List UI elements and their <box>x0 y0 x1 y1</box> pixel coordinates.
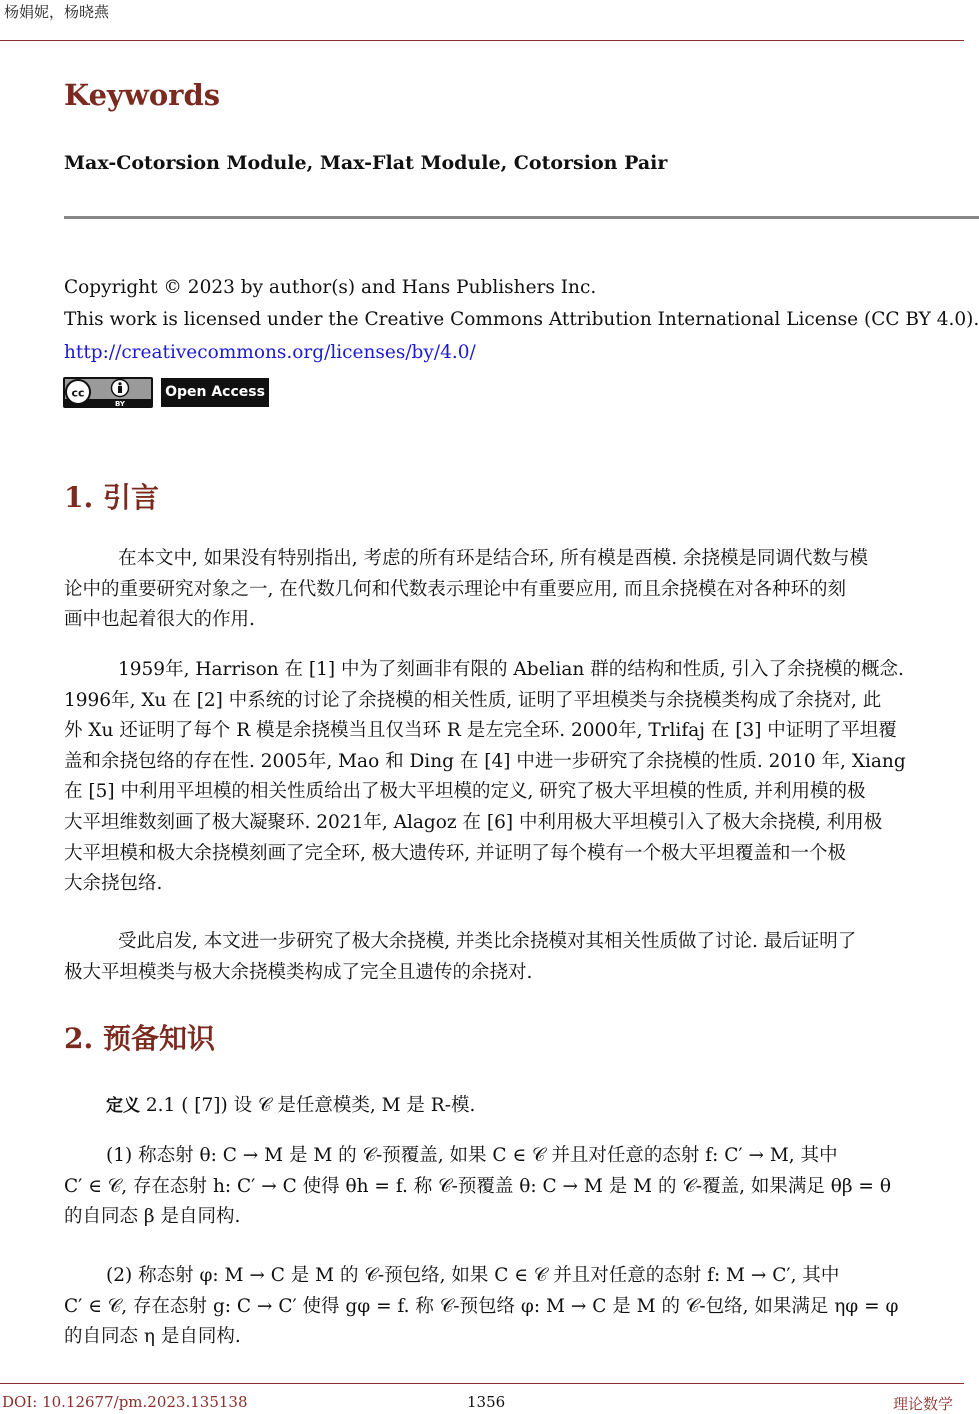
definition-label: 定义 <box>106 1096 140 1116</box>
section-divider <box>64 216 979 219</box>
text-line: 受此启发, 本文进一步研究了极大余挠模, 并类比余挠模对其相关性质做了讨论. 最后证明了 <box>118 931 857 952</box>
text-line: C′ ∈ 𝒞, 存在态射 g: C → C′ 使得 gφ = f. 称 𝒞-预包络 φ: M → C 是 M 的 𝒞-包络, 如果满足 ηφ = φ <box>64 1295 899 1317</box>
text-line: (2) 称态射 φ: M → C 是 M 的 𝒞-预包络, 如果 C ∈ 𝒞 并且对任意的态射 f: M → C′, 其中 <box>106 1265 840 1286</box>
intro-paragraph-2 <box>64 655 965 900</box>
text-line: 外 Xu 还证明了每个 R 模是余挠模当且仅当环 R 是左完全环. 2000年, Trlifaj 在 [3] 中证明了平坦覆 <box>64 720 897 742</box>
cc-by-badge[interactable] <box>63 377 153 408</box>
intro-paragraph-3 <box>64 927 965 988</box>
intro-paragraph-1 <box>64 544 965 636</box>
text-line: 1959年, Harrison 在 [1] 中为了刻画非有限的 Abelian 群的结构和性质, 引入了余挠模的概念. <box>118 659 904 680</box>
keywords-text: Max-Cotorsion Module, Max-Flat Module, Cotorsion Pair <box>64 152 668 174</box>
section-2-heading: 2. 预备知识 <box>64 1022 215 1055</box>
license-line: This work is licensed under the Creative Commons Attribution International License (CC BY 4.0). <box>64 309 979 330</box>
cc-by-icon <box>63 377 153 408</box>
text-line: 论中的重要研究对象之一, 在代数几何和代数表示理论中有重要应用, 而且余挠模在对各种环的刻 <box>64 578 847 600</box>
header-authors: 杨娟妮，杨晓燕 <box>4 3 110 21</box>
text-line: 的自同态 β 是自同构. <box>64 1206 241 1228</box>
footer-doi[interactable]: DOI: 10.12677/pm.2023.135138 <box>2 1393 248 1411</box>
footer-journal: 理论数学 <box>893 1395 954 1413</box>
text-line: 大余挠包络. <box>64 873 163 895</box>
text-line: 极大平坦模类与极大余挠模类构成了完全且遗传的余挠对. <box>64 961 533 983</box>
text-line: 在本文中, 如果没有特别指出, 考虑的所有环是结合环, 所有模是酉模. 余挠模是同调代数与模 <box>118 548 869 569</box>
text-line: 的自同态 η 是自同构. <box>64 1326 241 1348</box>
text-line: 在 [5] 中利用平坦模的相关性质给出了极大平坦模的定义, 研究了极大平坦模的性质, 并利用模的极 <box>64 781 866 803</box>
text-line: 大平坦维数刻画了极大凝聚环. 2021年, Alagoz 在 [6] 中利用极大平坦模引入了极大余挠模, 利用极 <box>64 811 883 833</box>
text-line: 大平坦模和极大余挠模刻画了完全环, 极大遗传环, 并证明了每个模有一个极大平坦覆盖和一个极 <box>64 842 847 864</box>
keywords-heading: Keywords <box>64 78 221 112</box>
section-1-heading: 1. 引言 <box>64 481 159 514</box>
definition-2-1 <box>106 1091 475 1117</box>
text-line: 画中也起着很大的作用. <box>64 609 255 631</box>
header-rule <box>0 40 964 41</box>
cc-by-label: BY <box>114 400 126 408</box>
text-line: 盖和余挠包络的存在性. 2005年, Mao 和 Ding 在 [4] 中进一步研究了余挠模的性质. 2010 年, Xiang <box>64 750 906 772</box>
definition-item-2 <box>64 1261 965 1353</box>
open-access-badge: Open Access <box>161 378 269 407</box>
text-line: (1) 称态射 θ: C → M 是 M 的 𝒞-预覆盖, 如果 C ∈ 𝒞 并且对任意的态射 f: C′ → M, 其中 <box>106 1145 838 1166</box>
license-link[interactable]: http://creativecommons.org/licenses/by/4.0/ <box>64 342 476 363</box>
footer-page-number: 1356 <box>467 1393 506 1411</box>
svg-text:cc: cc <box>71 386 85 400</box>
definition-item-1 <box>64 1141 965 1233</box>
copyright-line: Copyright © 2023 by author(s) and Hans Publishers Inc. <box>64 277 597 298</box>
definition-text: 2.1 ( [7]) 设 𝒞 是任意模类, M 是 R-模. <box>145 1095 476 1116</box>
text-line: 1996年, Xu 在 [2] 中系统的讨论了余挠模的相关性质, 证明了平坦模类与余挠模类构成了余挠对, 此 <box>64 689 882 711</box>
text-line: C′ ∈ 𝒞, 存在态射 h: C′ → C 使得 θh = f. 称 𝒞-预覆盖 θ: C → M 是 M 的 𝒞-覆盖, 如果满足 θβ = θ <box>64 1175 891 1197</box>
footer-rule <box>0 1383 964 1384</box>
